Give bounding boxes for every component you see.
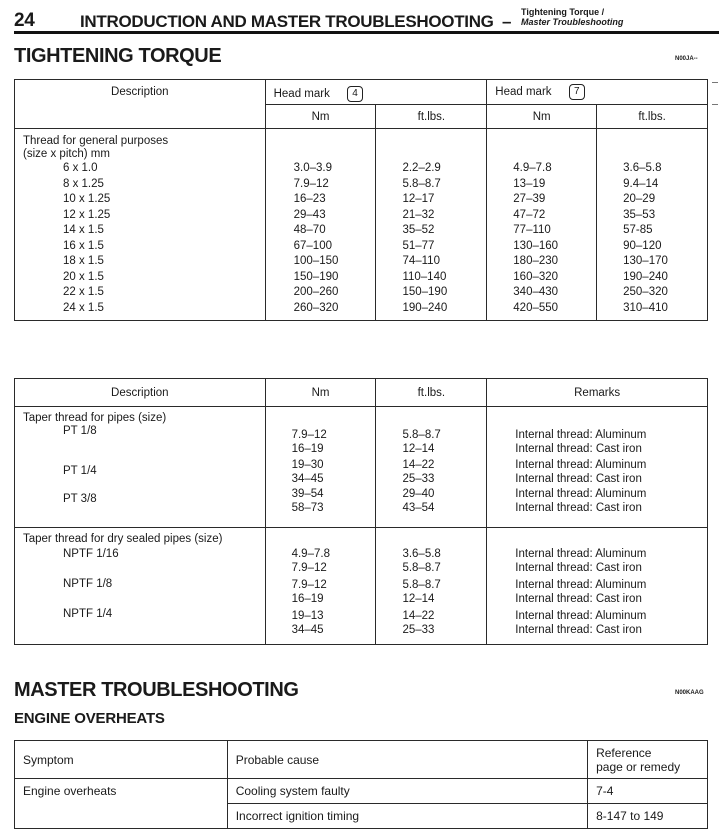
head-mark-4-icon: 4 [347,86,363,102]
margin-mark [712,82,718,83]
col-header-hm4-ftlbs: ft.lbs. [376,105,487,129]
torque-table [14,79,708,321]
thread-size: 16 x 1.5 [63,239,104,252]
thread-size: 6 x 1.0 [63,162,98,174]
group-label: Taper thread for dry sealed pipes (size) [23,533,223,545]
pipe-size: PT 3/8 [63,493,97,505]
col-header-hm4-nm: Nm [265,105,376,129]
col-header-description: Description [15,379,266,407]
group-label: Taper thread for pipes (size) [23,412,167,424]
pipe-size: NPTF 1/16 [63,548,119,560]
pipe-group-pt: Taper thread for pipes (size) PT 1/8 PT 1/4 PT 3/8 7.9–12 16–19 19–30 34–45 39–54 58–73 5.8–8.7 12–14 14–22 25–33 29–40 43–54 Internal thread: Aluminum Internal thread: Cast iron Internal thread: Aluminum Internal thread: Cast iron Internal thread: Aluminum Internal thread: Cast iron [15,407,708,528]
thread-size: 24 x 1.5 [63,301,104,314]
col-header-hm7-nm: Nm [487,105,597,129]
thread-size: 22 x 1.5 [63,286,104,298]
thread-size-column [15,129,266,321]
head-mark-7-icon: 7 [569,84,585,100]
thread-size: 12 x 1.25 [63,208,111,221]
hm4-nm-column: 3.0–3.9 7.9–12 16–23 29–43 48–70 67–100 100–150 150–190 200–260 260–320 [265,129,376,321]
section-code: N00JA-- [675,56,698,62]
hm7-ftlbs-column: 3.6–5.8 9.4–14 20–29 35–53 57-85 90–120 130–170 190–240 250–320 310–410 [597,129,708,321]
col-header-hm7-ftlbs: ft.lbs. [597,105,708,129]
subsection-title-engine-overheats: ENGINE OVERHEATS [14,710,165,727]
chapter-title: INTRODUCTION AND MASTER TROUBLESHOOTING [80,12,494,31]
hm4-ftlbs-column: 2.2–2.9 5.8–8.7 12–17 21–32 35–52 51–77 74–110 110–140 150–190 190–240 [376,129,487,321]
chapter-subtitle-line2: Master Troubleshooting [521,17,624,27]
head-mark-7-header: Head mark 7 [487,80,708,105]
cause-cell: Cooling system faulty [227,779,587,804]
col-header-remarks: Remarks [487,379,708,407]
hm7-nm-column: 4.9–7.8 13–19 27–39 47–72 77–110 130–160 180–230 160–320 340–430 420–550 [487,129,597,321]
page-header [14,4,719,32]
thread-size: 20 x 1.5 [63,270,104,283]
reference-cell: 7-4 [588,779,708,804]
chapter-subtitle [521,7,623,27]
page-number: 24 [14,10,35,31]
troubleshooting-table [14,740,708,829]
reference-cell: 8-147 to 149 [588,804,708,829]
col-header-reference: Reference page or remedy [588,741,708,779]
table-row [15,779,708,804]
pipe-size: PT 1/8 [63,425,97,437]
group-label: Thread for general purposes [23,135,169,147]
section-title-master-troubleshooting: MASTER TROUBLESHOOTING [14,679,299,701]
thread-size: 10 x 1.25 [63,193,111,205]
thread-size: 18 x 1.5 [63,255,104,267]
chapter-dash: – [502,12,512,31]
col-header-symptom: Symptom [15,741,228,779]
thread-size: 8 x 1.25 [63,177,104,190]
cause-cell: Incorrect ignition timing [227,804,587,829]
thread-size: 14 x 1.5 [63,224,104,236]
col-header-description: Description [15,80,266,129]
pipe-size: PT 1/4 [63,465,97,477]
group-label-sub: (size x pitch) mm [23,148,110,160]
section-title-tightening-torque: TIGHTENING TORQUE [14,45,222,67]
col-header-nm: Nm [265,379,376,407]
pipe-group-nptf: Taper thread for dry sealed pipes (size) NPTF 1/16 NPTF 1/8 NPTF 1/4 4.9–7.8 7.9–12 7.9–12 16–19 19–13 34–45 3.6–5.8 5.8–8.7 5.8–8.7 12–14 14–22 25–33 Internal thread: Aluminum Internal thread: Cast iron Internal thread: Aluminum Internal thread: Cast iron Internal thread: Aluminum Internal thread: Cast iron [15,528,708,645]
section-code: N00KAAG [675,690,704,696]
header-rule [14,31,719,34]
pipe-size: NPTF 1/4 [63,608,113,620]
head-mark-4-header: Head mark 4 [265,80,487,105]
col-header-ftlbs: ft.lbs. [376,379,487,407]
pipe-torque-table [14,378,708,645]
col-header-probable-cause: Probable cause [227,741,587,779]
symptom-cell: Engine overheats [15,779,228,829]
chapter-subtitle-line1: Tightening Torque / [521,7,605,17]
margin-mark [712,104,718,105]
pipe-size: NPTF 1/8 [63,578,113,590]
